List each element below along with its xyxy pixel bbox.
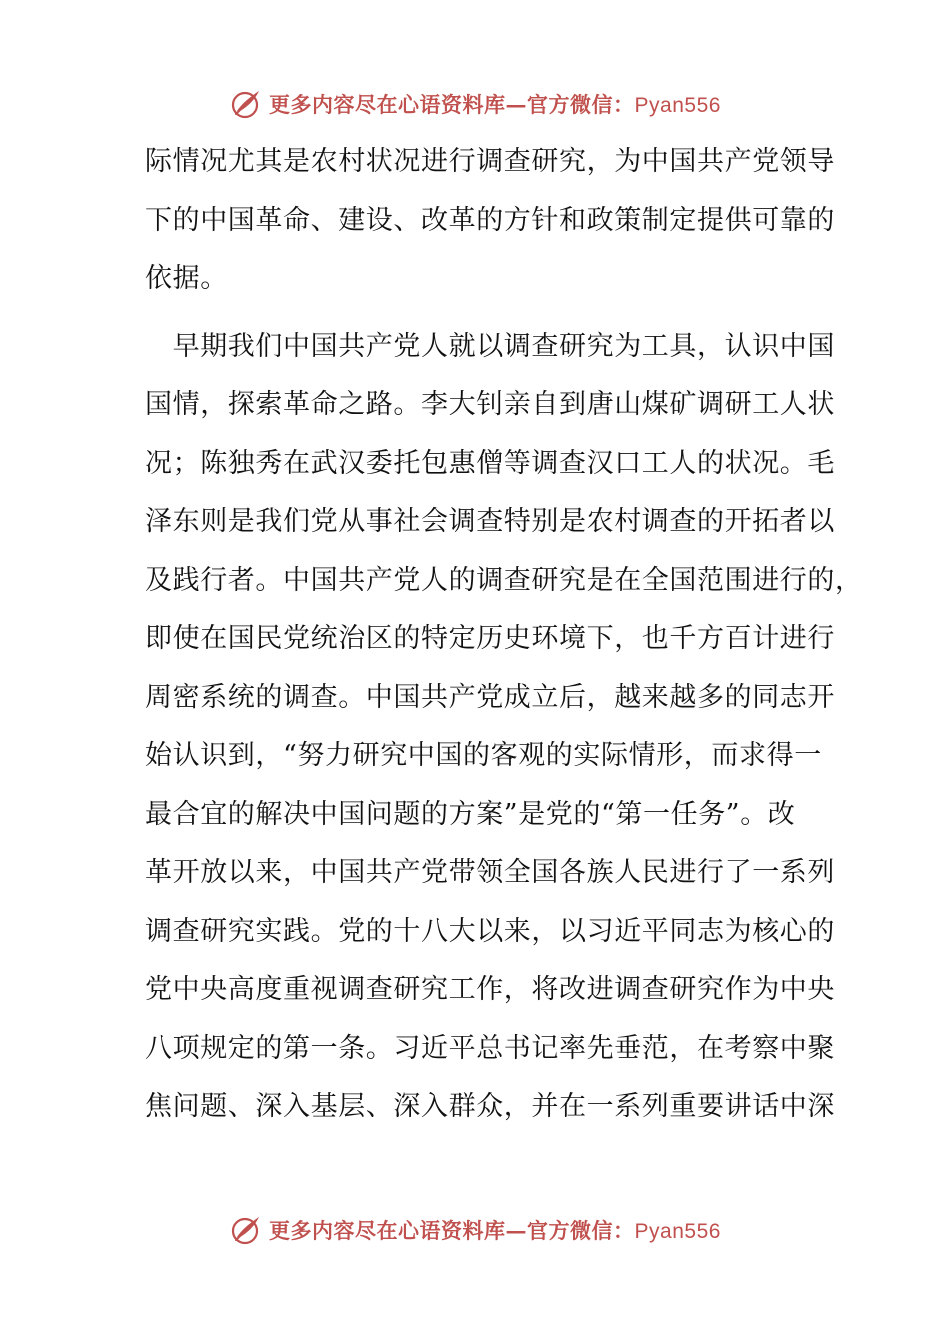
text-line: 国情，探索革命之路。李大钊亲自到唐山煤矿调研工人状 [145,389,835,420]
text-line: 八项规定的第一条。习近平总书记率先垂范，在考察中聚 [145,1032,835,1064]
footer-banner-text: 更多内容尽在心语资料库—官方微信：Pyan556 [269,1218,721,1243]
text-line: 际情况尤其是农村状况进行调查研究，为中国共产党领导 [145,146,835,177]
text-line: 早期我们中国共产党人就以调查研究为工具，认识中国 [145,330,835,362]
header-banner-text: 更多内容尽在心语资料库—官方微信：Pyan556 [269,92,721,117]
text-line: 下的中国革命、建设、改革的方针和政策制定提供可靠的 [145,204,835,236]
text-line: 即使在国民党统治区的特定历史环境下，也千方百计进行 [145,623,835,654]
paragraph [145,133,835,309]
text-line: 调查研究实践。党的十八大以来，以习近平同志为核心的 [145,915,835,947]
footer-banner [0,1210,950,1250]
text-line: 泽东则是我们党从事社会调查特别是农村调查的开拓者以 [145,506,835,537]
quill-pen-circle-icon [229,87,263,121]
header-banner [0,84,950,124]
paragraph [145,318,863,1137]
text-line: 焦问题、深入基层、深入群众，并在一系列重要讲话中深 [145,1091,835,1122]
text-line: 最合宜的解决中国问题的方案”是党的“第一任务”。改 [145,798,796,830]
text-line: 周密系统的调查。中国共产党成立后，越来越多的同志开 [145,681,835,713]
header-wechat-id: Pyan556 [634,94,721,117]
text-line: 党中央高度重视调查研究工作，将改进调查研究作为中央 [145,974,835,1005]
text-line: 及践行者。中国共产党人的调查研究是在全国范围进行的， [145,564,863,596]
text-line: 始认识到，“努力研究中国的客观的实际情形，而求得一 [145,740,822,771]
footer-wechat-id: Pyan556 [634,1220,721,1243]
text-line: 况；陈独秀在武汉委托包惠僧等调查汉口工人的状况。毛 [145,447,835,479]
text-line: 革开放以来，中国共产党带领全国各族人民进行了一系列 [145,857,835,888]
document-body [145,133,863,1137]
text-line: 依据。 [145,263,228,294]
quill-pen-circle-icon [229,1213,263,1247]
